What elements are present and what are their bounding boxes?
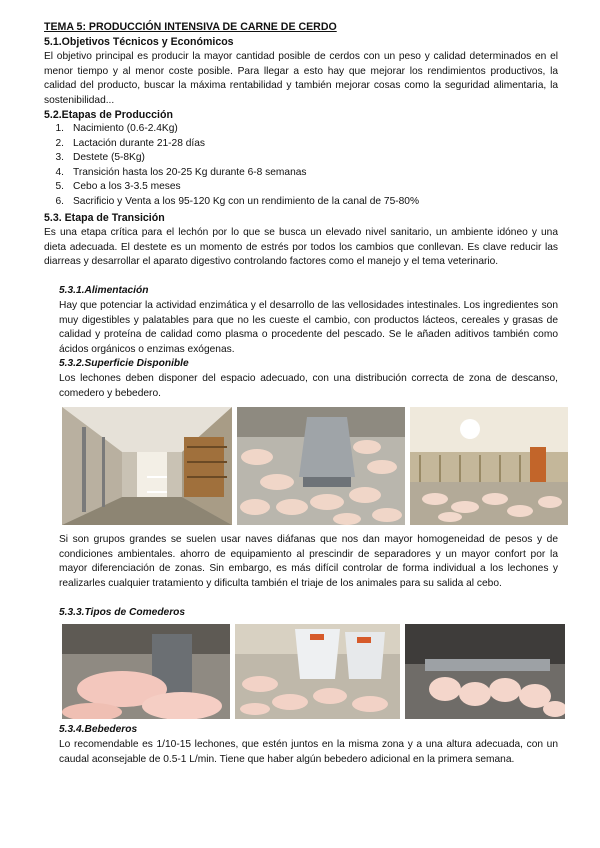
heading-5-1: 5.1.Objetivos Técnicos y Económicos bbox=[44, 36, 234, 48]
heading-5-3-4: 5.3.4.Bebederos bbox=[59, 724, 138, 735]
paragraph-5-3-2: Los lechones deben disponer del espacio adecuado, con una distribución correcta de zona de descanso, comedero y bebedero. bbox=[59, 373, 558, 399]
heading-5-3-3: 5.3.3.Tipos de Comederos bbox=[59, 607, 186, 618]
production-stages-list bbox=[44, 122, 564, 209]
heading-5-3-2: 5.3.2.Superficie Disponible bbox=[59, 358, 189, 369]
list-item: 3. Destete (5-8Kg) bbox=[55, 152, 145, 163]
paragraph-5-1: El objetivo principal es producir la mayor cantidad posible de cerdos con un peso y calidad determinados en el menor tiempo y al menor coste posible. Para llegar a esto hay que mejorar los rendimientos productivos, la calidad del producto, buscar la máxima rentabilidad y también mejorar cosas como la seguridad alimentaria, la sostenibilidad... bbox=[44, 51, 558, 106]
paragraph-5-3-1: Hay que potenciar la actividad enzimática y el desarrollo de las vellosidades intestinales. Los ingredientes son muy digestibles y palatables para que no les cueste el cambio, con productos lácteos, cereales y grasas de calidad y proteína de calidad como plasma o procedente del pescado. Se le añaden aditivos también como ácidos orgánicos o enzimas exógenas. bbox=[59, 300, 558, 355]
list-item: 6. Sacrificio y Venta a los 95-120 Kg con un rendimiento de la canal de 75-80% bbox=[55, 195, 420, 207]
paragraph-5-3-2-continued: Si son grupos grandes se suelen usar naves diáfanas que nos dan mayor homogeneidad de pesos y de condiciones ambientales. ahorro de equipamiento al prescindir de separadores y un mayor confort por la mayor diferenciación de zonas. Sin embargo, es más difícil controlar de forma individual a los lechones y realizarles cualquier tratamiento y dificulta también el triaje de los animales para su salida al cebo. bbox=[59, 534, 558, 589]
piglets-at-feeder-photo bbox=[62, 624, 230, 719]
list-item: 5. Cebo a los 3-3.5 meses bbox=[55, 181, 181, 192]
paragraph-5-3-4: Lo recomendable es 1/10-15 lechones, que estén juntos en la misma zona y a una altura adecuada, con un caudal aconsejable de 0.5-1 L/min. Tiene que haber algún bebedero adicional en la primera semana. bbox=[59, 739, 558, 765]
piglets-trough-photo bbox=[405, 624, 565, 719]
hopper-feeders-photo bbox=[235, 624, 400, 719]
page-title: TEMA 5: PRODUCCIÓN INTENSIVA DE CARNE DE CERDO bbox=[44, 21, 337, 33]
list-item: 4. Transición hasta los 20-25 Kg durante 6-8 semanas bbox=[55, 166, 307, 178]
pig-group-feeder-photo bbox=[237, 407, 405, 525]
heading-5-3-1: 5.3.1.Alimentación bbox=[59, 285, 149, 296]
paragraph-5-3: Es una etapa crítica para el lechón por lo que se busca un elevado nivel sanitario, un ambiente idóneo y una dieta adecuada. El destete es un momento de estrés por todos los cambios que conllevan. Es clave reducir las diarreas y desarrollar el aparato digestivo controlando factores como el manejo y el tema veterinario. bbox=[44, 227, 558, 267]
list-item: 2. Lactación durante 21-28 días bbox=[55, 137, 205, 149]
heading-5-2: 5.2.Etapas de Producción bbox=[44, 109, 173, 121]
heading-5-3: 5.3. Etapa de Transición bbox=[44, 212, 165, 224]
list-item: 1. Nacimiento (0.6-2.4Kg) bbox=[55, 123, 178, 134]
open-barn-pigs-photo bbox=[410, 407, 568, 525]
corridor-pens-photo bbox=[62, 407, 232, 525]
